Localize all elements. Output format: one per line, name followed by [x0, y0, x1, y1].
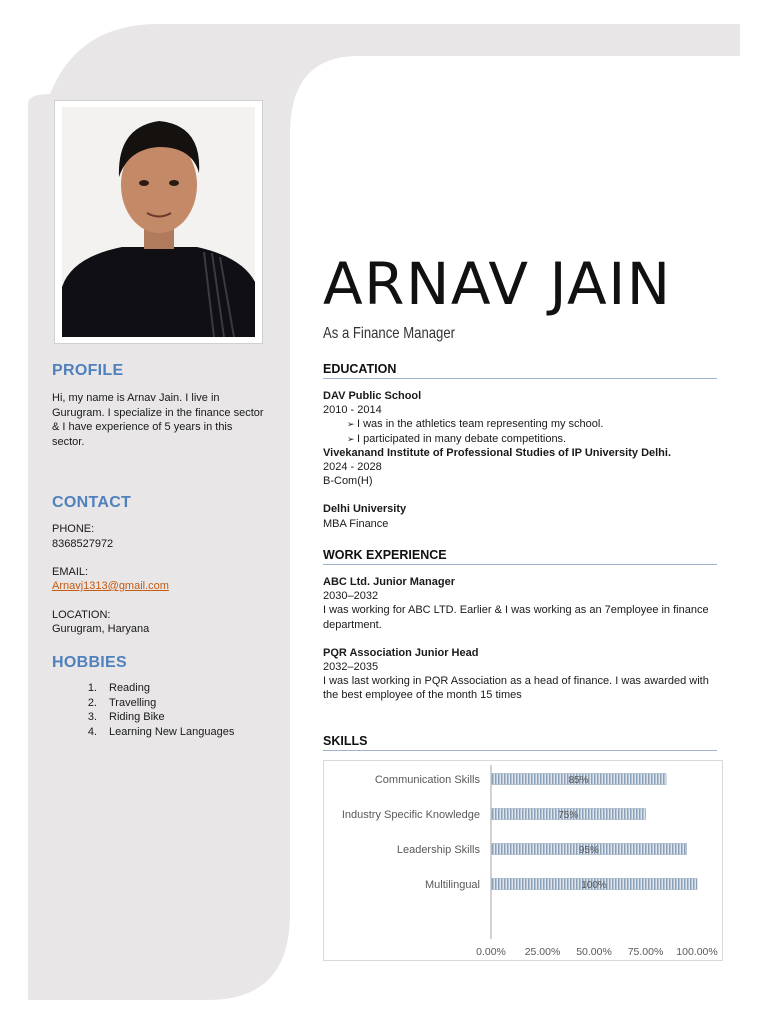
school-name: Delhi University: [323, 503, 407, 516]
profile-heading: PROFILE: [52, 362, 124, 379]
phone-label: PHONE:: [52, 523, 95, 535]
job-title: ABC Ltd. Junior Manager: [323, 576, 456, 588]
category-label: Communication Skills: [374, 774, 480, 786]
arrow-bullet-icon: ➢: [347, 433, 355, 444]
list-item: 3. Riding Bike: [87, 711, 165, 724]
category-label: Leadership Skills: [396, 844, 480, 856]
email-link[interactable]: Arnavj1313@gmail.com: [52, 580, 169, 592]
x-tick-label: 100.00%: [676, 946, 718, 958]
job-title: PQR Association Junior Head: [323, 646, 479, 659]
school-bullets: [323, 417, 719, 445]
school-years: 2024 - 2028: [323, 461, 382, 474]
profile-photo: [55, 101, 262, 343]
school-name: Vivekanand Institute of Professional Studies of IP University Delhi.: [323, 446, 672, 459]
bar-value-label: 95%: [578, 845, 599, 856]
x-tick-label: 50.00%: [576, 946, 612, 958]
person-photo-icon: [62, 107, 255, 337]
hobbies-list: [74, 681, 234, 739]
list-item: 2. Travelling: [87, 696, 157, 709]
bar-value-label: 100%: [581, 880, 607, 891]
location-value: Gurugram, Haryana: [52, 623, 150, 635]
role-title: As a Finance Manager: [323, 325, 456, 342]
skills-chart: [323, 760, 723, 961]
school-name: DAV Public School: [323, 390, 422, 402]
job-description: I was working for ABC LTD. Earlier & I was working as an 7employee in finance department.: [323, 604, 709, 631]
arrow-bullet-icon: ➢: [347, 419, 355, 430]
list-item: 4. Learning New Languages: [87, 725, 235, 738]
list-item: 1. Reading: [87, 682, 150, 694]
job-years: 2030–2032: [323, 590, 379, 603]
phone-value: 8368527972: [52, 538, 114, 550]
skills-heading: SKILLS: [323, 734, 717, 751]
contact-heading: CONTACT: [52, 494, 132, 511]
category-label: Industry Specific Knowledge: [341, 809, 480, 821]
email-value: [52, 579, 264, 594]
profile-text: Hi, my name is Arnav Jain. I live in Gurugram. I specialize in the finance sector & I have experience of 5 years in this sector.: [52, 392, 264, 448]
education-heading: EDUCATION: [323, 362, 717, 379]
school-years: 2010 - 2014: [323, 404, 382, 417]
list-item: ➢ I was in the athletics team representing my school.: [347, 418, 604, 431]
school-degree: B-Com(H): [323, 475, 373, 488]
work-heading: WORK EXPERIENCE: [323, 548, 717, 565]
work-content: [323, 575, 719, 703]
email-label: EMAIL:: [52, 566, 89, 578]
location-label: LOCATION:: [52, 609, 111, 621]
education-content: [323, 389, 719, 531]
bar-value-label: 85%: [568, 775, 589, 786]
category-label: Multilingual: [424, 879, 480, 891]
full-name: ARNAV JAIN: [323, 250, 672, 318]
list-item: ➢ I participated in many debate competitions.: [347, 432, 567, 445]
x-tick-label: 75.00%: [627, 946, 664, 958]
bar-value-label: 75%: [558, 810, 579, 821]
skills-bar-chart: [324, 761, 722, 960]
job-description: I was last working in PQR Association as a head of finance. I was awarded with the best employee of the month 15 times: [323, 675, 709, 702]
job-years: 2032–2035: [323, 661, 379, 674]
hobbies-heading: HOBBIES: [52, 654, 127, 671]
school-degree: MBA Finance: [323, 517, 389, 530]
x-tick-label: 0.00%: [476, 946, 506, 958]
x-tick-label: 25.00%: [524, 946, 561, 958]
